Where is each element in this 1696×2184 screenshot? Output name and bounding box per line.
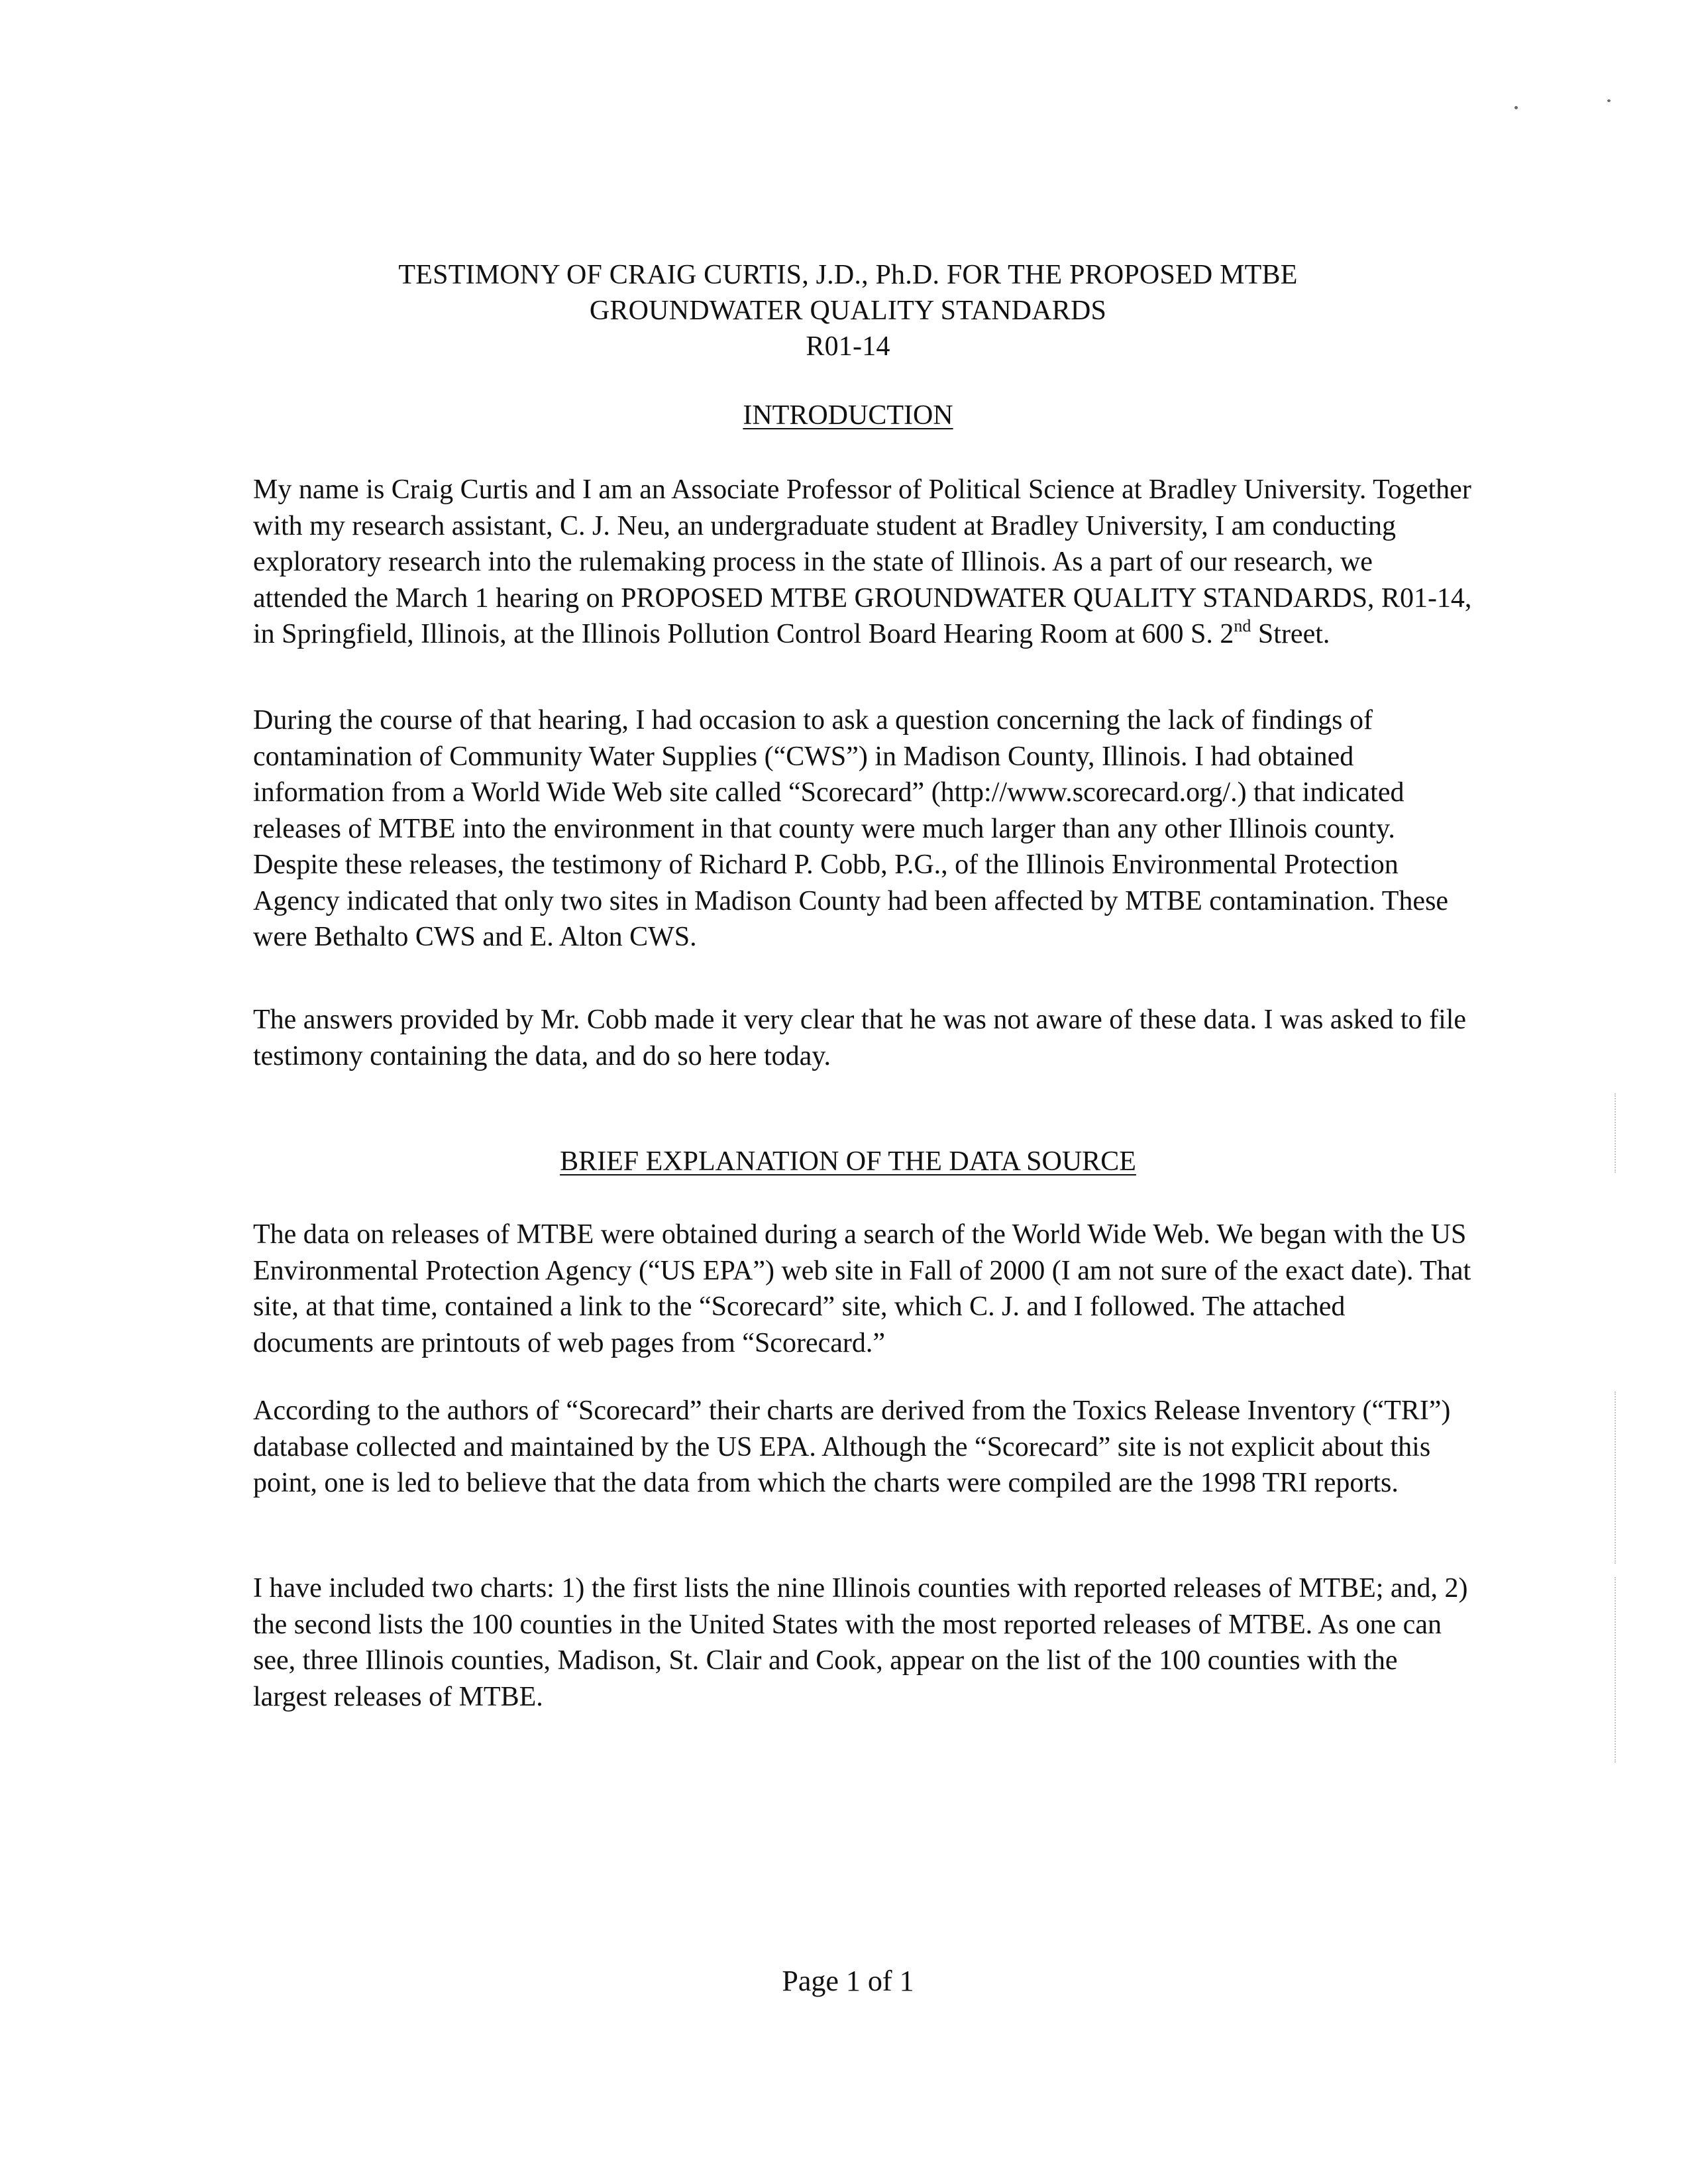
section-heading-data-source-text: BRIEF EXPLANATION OF THE DATA SOURCE — [560, 1146, 1136, 1177]
section-heading-introduction-text: INTRODUCTION — [743, 400, 953, 431]
title-line-1: TESTIMONY OF CRAIG CURTIS, J.D., Ph.D. FOR THE PROPOSED MTBE — [398, 260, 1298, 290]
page-footer: Page 1 of 1 — [782, 1965, 914, 1997]
paragraph-data-source-1: The data on releases of MTBE were obtained during a search of the World Wide Web. We began with the US Environmental Protection Agency (“US EPA”) web site in Fall of 2000 (I am not sure of the exact date). That site, at that time, contained a link to the “Scorecard” site, which C. J. and I followed. The attached documents are printouts of web pages from “Scorecard.” — [253, 1219, 1471, 1358]
paragraph-data-source-2: According to the authors of “Scorecard” their charts are derived from the Toxics Release Inventory (“TRI”) database collected and maintained by the US EPA. Although the “Scorecard” site is not explicit about this point, one is led to believe that the data from which the charts were compiled are the 1998 TRI reports. — [253, 1395, 1451, 1498]
ordinal-superscript: nd — [1234, 616, 1251, 635]
paragraph-introduction-1-text: My name is Craig Curtis and I am an Associate Professor of Political Science at Bradley University. Together with my research assistant, C. J. Neu, an undergraduate student at Bradley University, I am conducting exploratory research into the rulemaking process in the state of Illinois. As a part of our research, we attended the March 1 hearing on PROPOSED MTBE GROUNDWATER QUALITY STANDARDS, R01-14, in Springfield, Illinois, at the Illinois Pollution Control Board Hearing Room at 600 S. 2 — [253, 474, 1472, 649]
scan-speck — [1514, 106, 1518, 109]
scan-edge-mark — [1615, 1577, 1617, 1763]
paragraph-introduction-3: The answers provided by Mr. Cobb made it very clear that he was not aware of these data. I was asked to file testimony containing the data, and do so here today. — [253, 1005, 1467, 1071]
paragraph-introduction-1 — [253, 472, 1472, 653]
title-line-2: GROUNDWATER QUALITY STANDARDS — [589, 296, 1107, 326]
section-heading-data-source — [0, 1144, 1696, 1179]
paragraph-data-source-3: I have included two charts: 1) the first lists the nine Illinois counties with reported releases of MTBE; and, 2) the second lists the 100 counties in the United States with the most reported releases of MTBE. As one can see, three Illinois counties, Madison, St. Clair and Cook, appear on the list of the 100 counties with the largest releases of MTBE. — [253, 1573, 1468, 1712]
scan-speck — [1607, 99, 1611, 102]
scan-edge-mark — [1615, 1392, 1617, 1564]
document-title — [0, 257, 1696, 364]
title-line-3: R01-14 — [806, 331, 890, 362]
scan-edge-mark — [1615, 1093, 1617, 1173]
paragraph-introduction-1-tail: Street. — [1251, 619, 1330, 649]
section-heading-introduction — [0, 398, 1696, 433]
paragraph-introduction-2: During the course of that hearing, I had occasion to ask a question concerning the lack of findings of contamination of Community Water Supplies (“CWS”) in Madison County, Illinois. I had obtained information from a World Wide Web site called “Scorecard” (http://www.scorecard.org/.) that indicated releases of MTBE into the environment in that county were much larger than any other Illinois county. Despite these releases, the testimony of Richard P. Cobb, P.G., of the Illinois Environmental Protection Agency indicated that only two sites in Madison County had been affected by MTBE contamination. These were Bethalto CWS and E. Alton CWS. — [253, 705, 1449, 952]
